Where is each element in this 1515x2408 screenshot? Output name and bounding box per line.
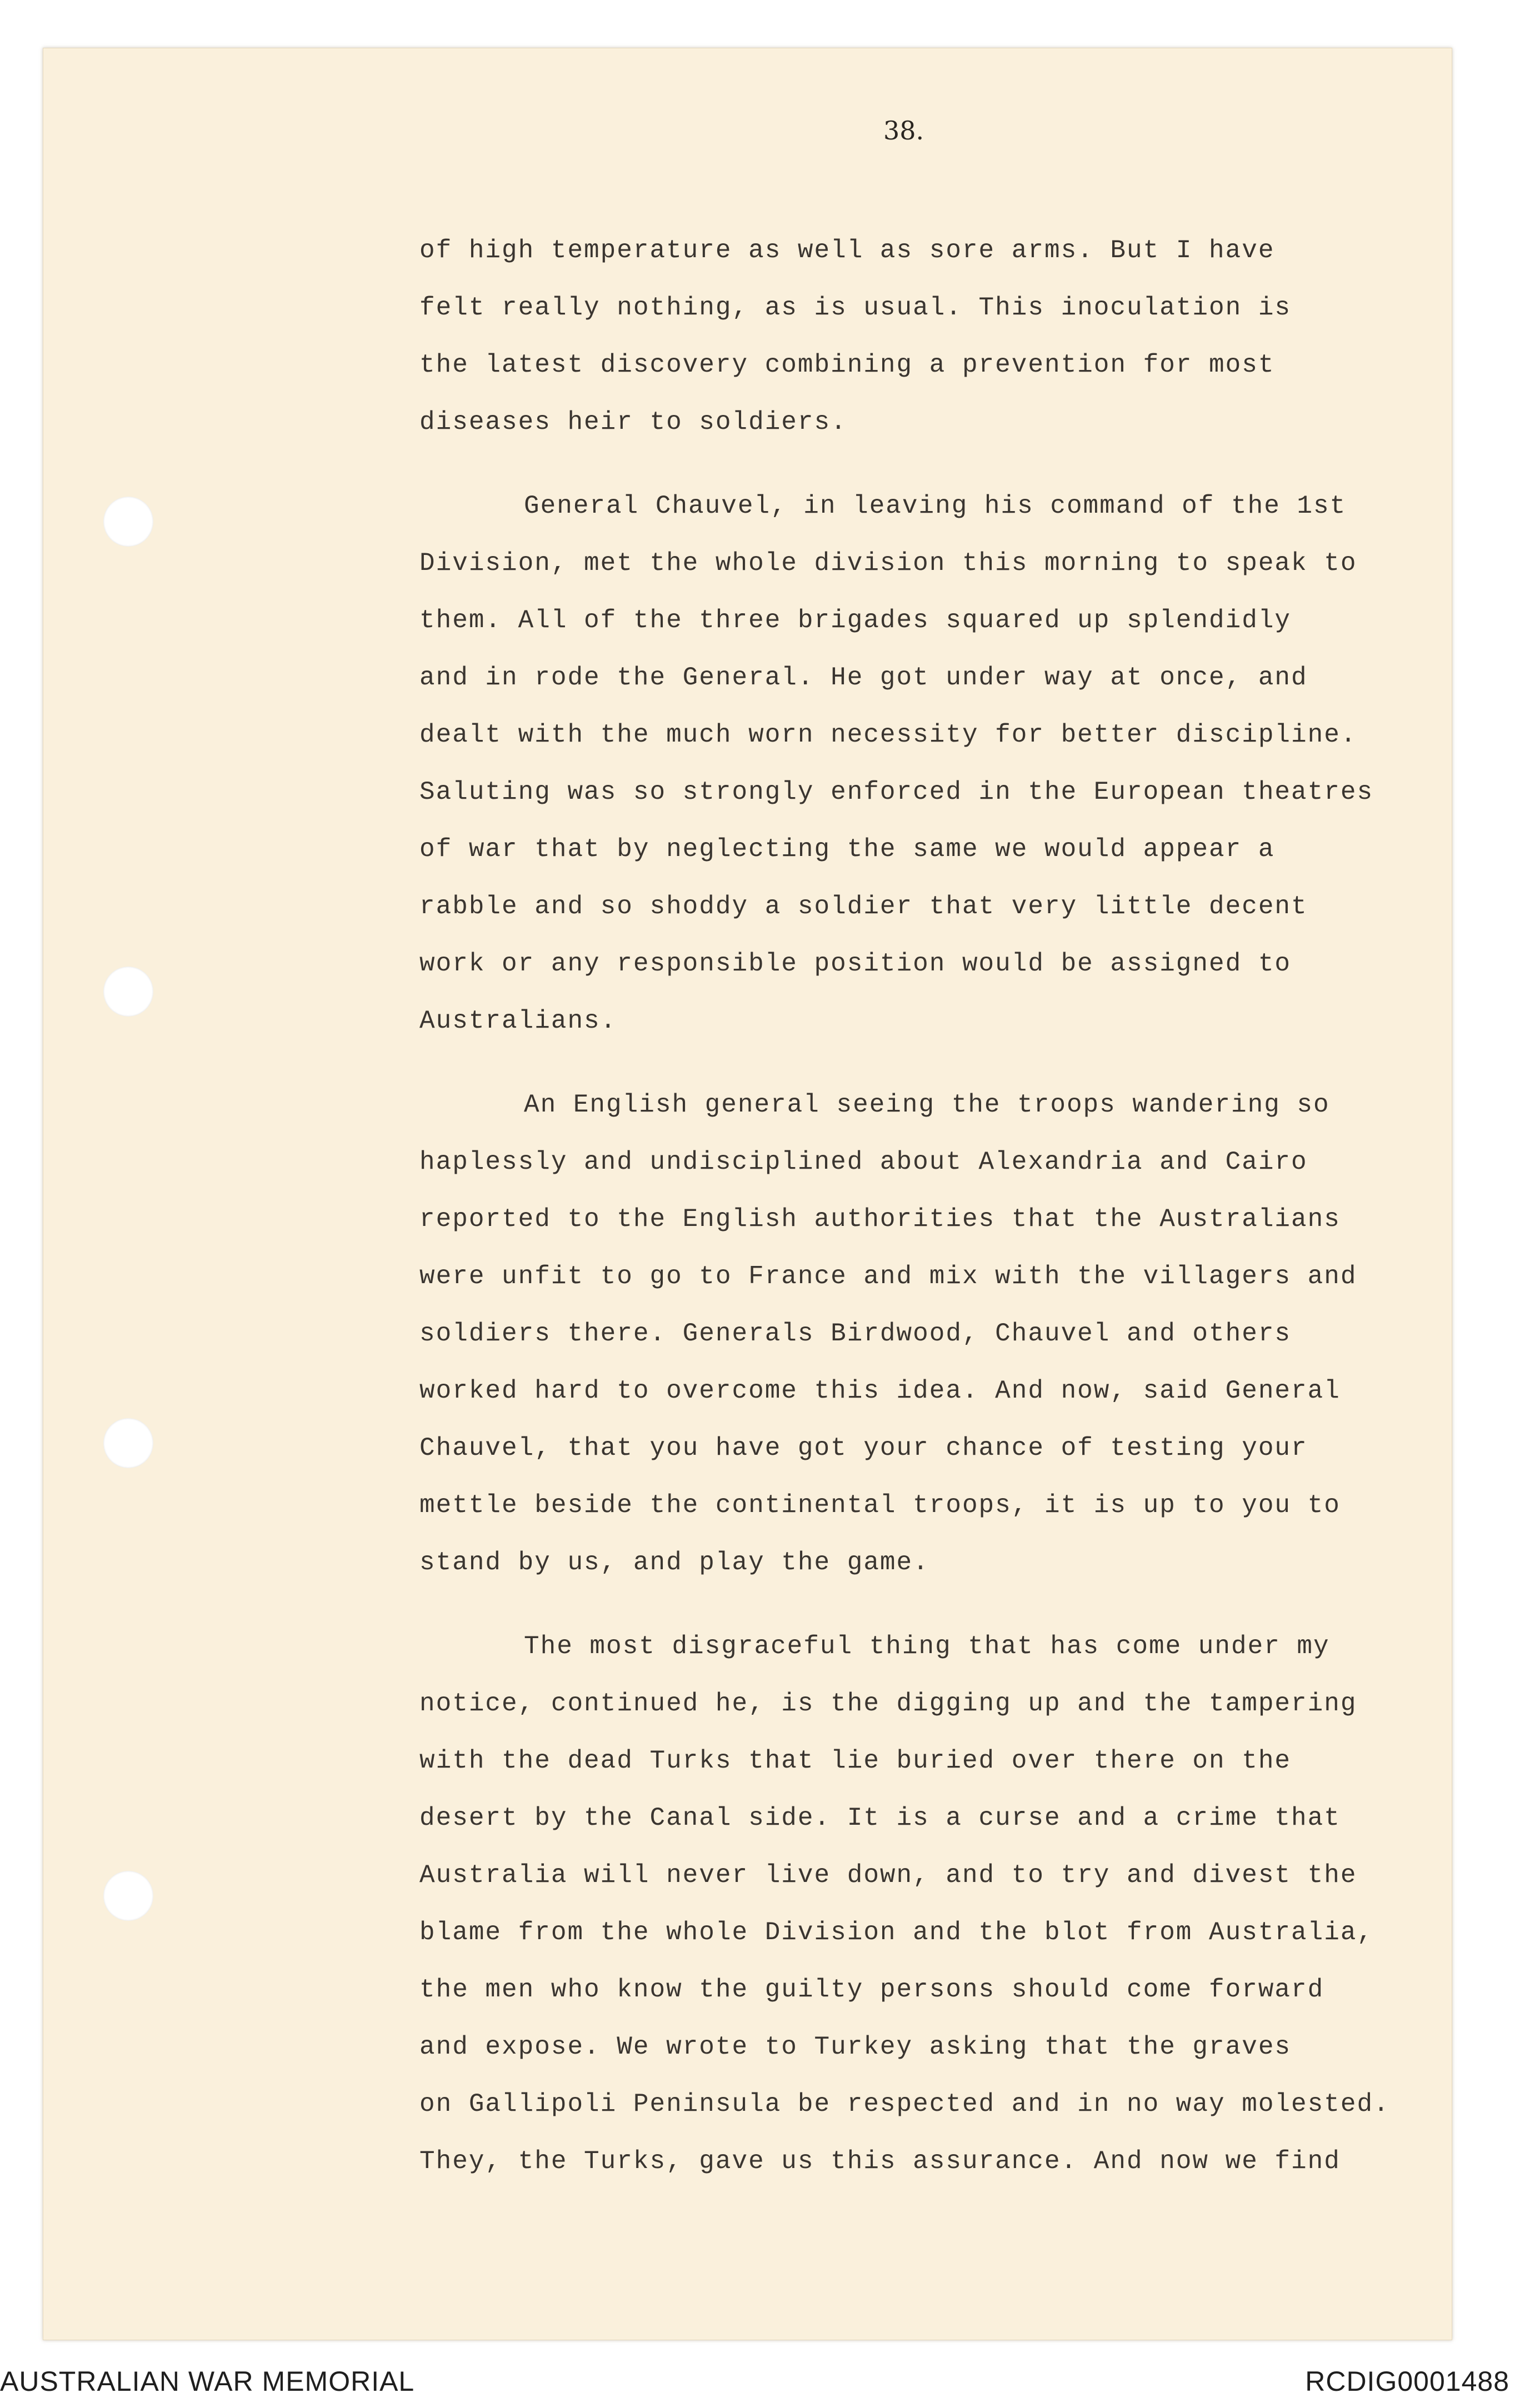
text-line: felt really nothing, as is usual. This inoculation is — [419, 293, 1292, 322]
page-number: 38. — [883, 116, 924, 146]
text-line: desert by the Canal side. It is a curse and a crime that — [419, 1804, 1341, 1833]
footer-record-id: RCDIG0001488 — [1305, 2366, 1509, 2397]
footer-institution-label: AUSTRALIAN WAR MEMORIAL — [0, 2366, 415, 2397]
text-line: rabble and so shoddy a soldier that very little decent — [419, 892, 1308, 921]
text-line: Australia will never live down, and to try and divest the — [419, 1861, 1357, 1890]
text-line: with the dead Turks that lie buried over there on the — [419, 1746, 1292, 1775]
paragraph — [419, 222, 1475, 451]
text-line: them. All of the three brigades squared up splendidly — [419, 606, 1292, 635]
text-line: of war that by neglecting the same we would appear a — [419, 835, 1275, 864]
text-line: blame from the whole Division and the blot from Australia, — [419, 1918, 1374, 1947]
text-line: worked hard to overcome this idea. And now, said General — [419, 1376, 1341, 1405]
paragraph — [419, 1077, 1475, 1591]
text-line: Australians. — [419, 1007, 617, 1035]
text-line: An English general seeing the troops wandering so — [524, 1090, 1330, 1119]
text-line: They, the Turks, gave us this assurance. And now we find — [419, 2147, 1341, 2176]
text-line: Division, met the whole division this morning to speak to — [419, 549, 1357, 578]
punch-hole — [103, 967, 153, 1017]
paragraph — [419, 478, 1475, 1050]
text-line: and expose. We wrote to Turkey asking that the graves — [419, 2032, 1292, 2061]
text-line: haplessly and undisciplined about Alexandria and Cairo — [419, 1148, 1308, 1177]
text-line: dealt with the much worn necessity for better discipline. — [419, 720, 1357, 749]
text-line: the men who know the guilty persons should come forward — [419, 1975, 1324, 2004]
text-line: The most disgraceful thing that has come under my — [524, 1632, 1330, 1661]
text-line: General Chauvel, in leaving his command of the 1st — [524, 492, 1347, 520]
text-line: work or any responsible position would be assigned to — [419, 949, 1292, 978]
text-line: were unfit to go to France and mix with the villagers and — [419, 1262, 1357, 1291]
text-line: soldiers there. Generals Birdwood, Chauvel and others — [419, 1319, 1292, 1348]
punch-hole — [103, 1871, 153, 1921]
text-line: and in rode the General. He got under way at once, and — [419, 663, 1308, 692]
punch-hole — [103, 497, 153, 547]
text-line: stand by us, and play the game. — [419, 1548, 929, 1577]
text-line: mettle beside the continental troops, it is up to you to — [419, 1491, 1341, 1520]
paragraph — [419, 1618, 1475, 2190]
text-line: notice, continued he, is the digging up and the tampering — [419, 1689, 1357, 1718]
text-line: Chauvel, that you have got your chance of testing your — [419, 1434, 1308, 1463]
text-line: on Gallipoli Peninsula be respected and in no way molested. — [419, 2090, 1390, 2119]
text-line: reported to the English authorities that the Australians — [419, 1205, 1341, 1234]
text-line: of high temperature as well as sore arms. But I have — [419, 236, 1275, 265]
text-line: Saluting was so strongly enforced in the European theatres — [419, 778, 1374, 807]
typed-text-body — [419, 222, 1475, 2217]
punch-hole — [103, 1418, 153, 1468]
text-line: diseases heir to soldiers. — [419, 408, 847, 437]
text-line: the latest discovery combining a prevention for most — [419, 351, 1275, 379]
